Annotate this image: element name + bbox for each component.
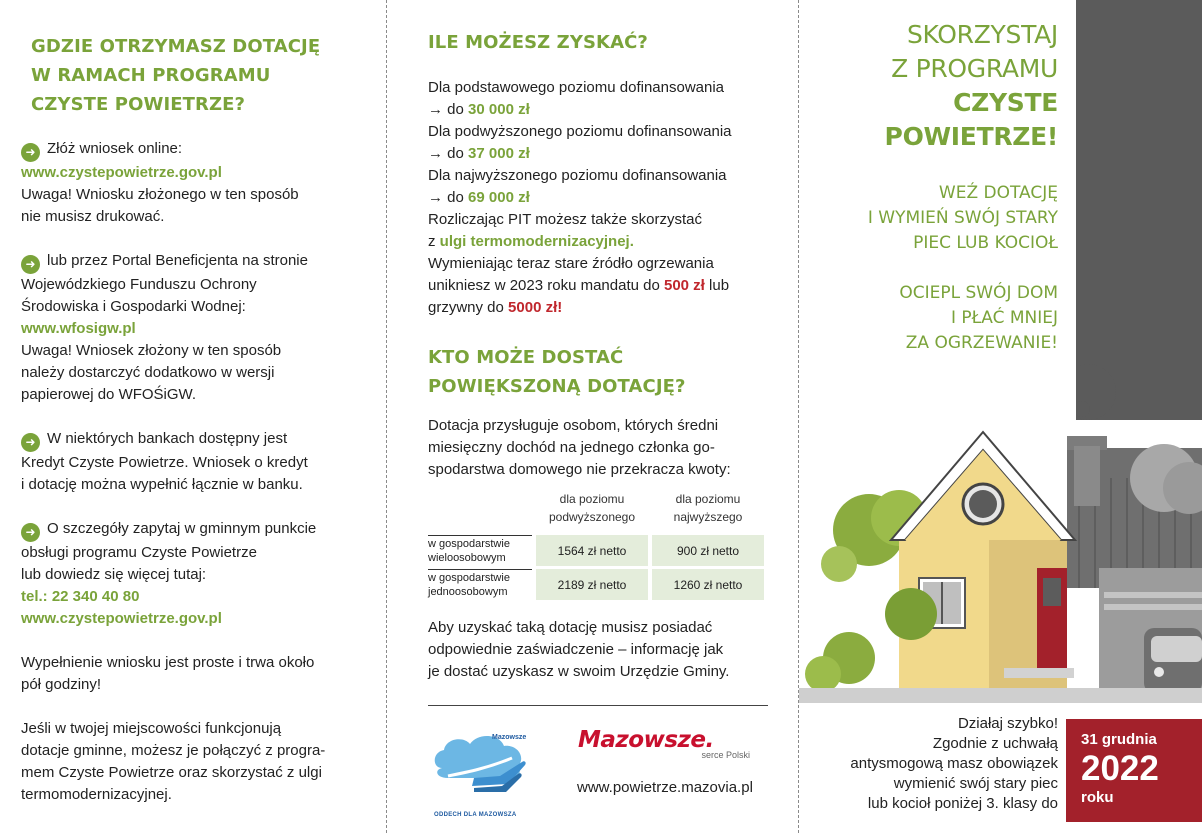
highest-amount: 69 000 zł <box>468 189 530 206</box>
czystepowietrze-link[interactable]: www.czystepowietrze.gov.pl <box>21 164 222 181</box>
deadline-notice: Działaj szybko! Zgodnie z uchwałą antysmogową masz obowiązek wymienić swój stary piec lub kocioł poniżej 3. klasy do <box>850 715 1058 812</box>
how-much-heading: ILE MOŻESZ ZYSKAĆ? <box>428 32 648 53</box>
phone-number[interactable]: tel.: 22 340 40 80 <box>21 588 140 605</box>
column-where-to-apply <box>0 0 386 833</box>
oddech-caption: ODDECH DLA MAZOWSZA <box>434 812 517 818</box>
beneficiary-portal-block: ➜ lub przez Portal Beneficjenta na stronie Wojewódzkiego Funduszu Ochrony Środowiska i Gospodarki Wodnej: www.wfosigw.pl Uwaga! Wniosek złożony w ten sposób należy dostarczyć dodatkowo w wersji papierowej do WFOŚiGW. <box>21 250 370 406</box>
table-row: w gospodarstwie jednoosobowym 2189 zł netto 1260 zł netto <box>428 569 764 600</box>
eligibility-text: Dotacja przysługuje osobom, których średni miesięczny dochód na jednego członka go- spodarstwa domowego nie przekracza kwoty: <box>428 417 731 478</box>
tax-relief: ulgi termomodernizacyjnej. <box>439 233 634 250</box>
wfosigw-link[interactable]: www.wfosigw.pl <box>21 320 136 337</box>
easy-form-note: Wypełnienie wniosku jest proste i trwa około pół godziny! <box>21 654 315 693</box>
odech-logo-top-text: Mazowsze <box>492 734 527 741</box>
fine-amount: 500 zł <box>663 277 705 294</box>
mazowsze-logo: Mazowsze. serce Polski <box>578 727 750 760</box>
arrow-right-icon: ➜ <box>21 143 40 162</box>
deadline-date-box: 31 grudnia 2022 roku <box>1066 719 1202 822</box>
funding-levels: Dla podstawowego poziomu dofinansowania → do 30 000 zł Dla podwyższonego poziomu dofinansowania → do 37 000 zł Dla najwyższonego poziomu dofinansowania → do 69 000 zł Rozliczając PIT możesz także skorzystać z ulgi termomodernizacyjnej. Wymieniając teraz stare źródło ogrzewania unikniesz w 2023 roku mandatu do 500 zł lub grzywny do 5000 zł! <box>428 79 732 316</box>
certificate-note: Aby uzyskać taką dotację musisz posiadać odpowiednie zaświadczenie – informację jak je dostać uzyskasz w swoim Urzędzie Gminy. <box>428 619 730 680</box>
czystepowietrze-link-2[interactable]: www.czystepowietrze.gov.pl <box>21 610 222 627</box>
cover-title: SKORZYSTAJ Z PROGRAMU CZYSTE POWIETRZE! <box>884 20 1058 151</box>
col-header-highest: dla poziomu najwyższego <box>673 492 743 524</box>
contact-block: ➜ O szczegóły zapytaj w gminnym punkcie obsługi programu Czyste Powietrze lub dowiedz się więcej tutaj: tel.: 22 340 40 80 www.czystepowietrze.gov.pl <box>21 518 370 630</box>
bank-credit-block: ➜ W niektórych bankach dostępny jest Kredyt Czyste Powietrze. Wniosek o kredyt i dotację można wypełnić łącznie w banku. <box>21 430 308 493</box>
arrow-right-icon: ➜ <box>21 433 40 452</box>
cover-subtitle-1: WEŹ DOTACJĘ I WYMIEŃ SWÓJ STARY PIEC LUB KOCIOŁ <box>867 183 1058 253</box>
increased-amount: 37 000 zł <box>468 145 530 162</box>
basic-amount: 30 000 zł <box>468 101 530 118</box>
logos-bar <box>428 705 768 833</box>
apply-online-block: ➜ Złóż wniosek online: www.czystepowietrze.gov.pl Uwaga! Wniosku złożonego w ten sposób nie musisz drukować. <box>21 138 370 228</box>
column-cover <box>799 0 1202 833</box>
house-illustration <box>799 418 1202 703</box>
arrow-right-icon: ➜ <box>21 255 40 274</box>
smoke-illustration <box>1076 0 1202 435</box>
arrow-right-icon: ➜ <box>21 523 40 542</box>
municipal-grants-note: Jeśli w twojej miejscowości funkcjonują dotacje gminne, możesz je połączyć z progra- mem Czyste Powietrze oraz skorzystać z ulgi termomodernizacyjnej. <box>21 720 326 803</box>
income-threshold-table <box>424 483 768 603</box>
col-header-increased: dla poziomu podwyższonego <box>548 492 636 524</box>
penalty-amount: 5000 zł! <box>508 299 563 316</box>
table-row: w gospodarstwie wieloosobowym 1564 zł netto 900 zł netto <box>428 535 764 566</box>
oddech-dla-mazowsza-logo <box>428 728 536 808</box>
where-heading: GDZIE OTRZYMASZ DOTACJĘ W RAMACH PROGRAMU CZYSTE POWIETRZE? <box>31 36 321 115</box>
program-url[interactable]: www.powietrze.mazovia.pl <box>577 779 753 796</box>
cover-subtitle-2: OCIEPL SWÓJ DOM I PŁAĆ MNIEJ ZA OGRZEWANIE! <box>899 283 1058 353</box>
who-can-heading: KTO MOŻE DOSTAĆ POWIĘKSZONĄ DOTACJĘ? <box>428 347 686 397</box>
